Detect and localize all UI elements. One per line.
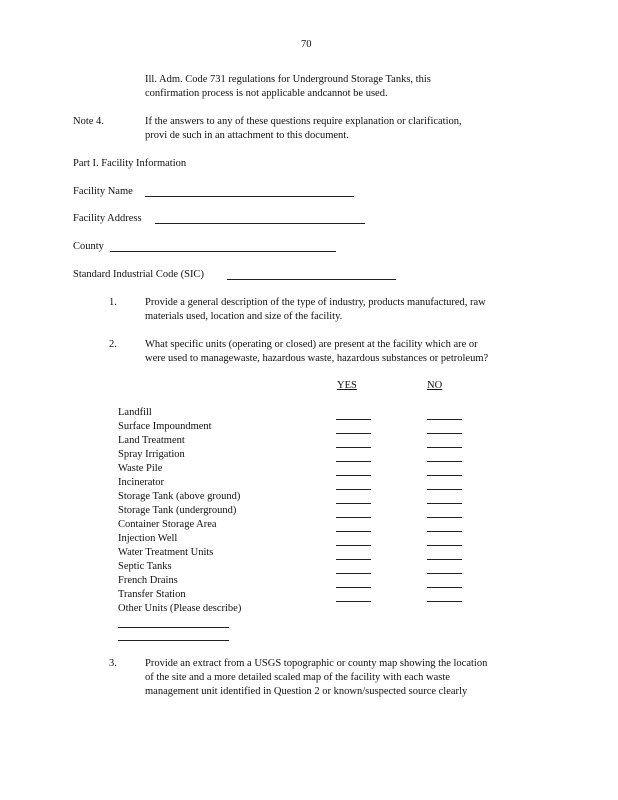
unit-label: Injection Well [118, 533, 178, 544]
yes-answer-blank[interactable] [336, 601, 371, 602]
yes-answer-blank[interactable] [336, 419, 371, 420]
no-column-header: NO [427, 380, 443, 391]
county-field[interactable] [110, 251, 336, 252]
question-2-line-1: What specific units (operating or closed) are present at the facility which are or [145, 339, 478, 350]
page-number: 70 [301, 39, 312, 50]
intro-line-1: Ill. Adm. Code 731 regulations for Underground Storage Tanks, this [145, 74, 431, 85]
unit-label: Septic Tanks [118, 561, 172, 572]
no-answer-blank[interactable] [427, 419, 462, 420]
unit-label: French Drains [118, 575, 178, 586]
unit-label: Land Treatment [118, 435, 185, 446]
unit-label: Container Storage Area [118, 519, 217, 530]
question-3-line-3: management unit identified in Question 2 or known/suspected source clearly [145, 686, 468, 697]
question-2-line-2: were used to managewaste, hazardous waste, hazardous substances or petroleum? [145, 353, 489, 364]
no-answer-blank[interactable] [427, 489, 462, 490]
unit-label: Surface Impoundment [118, 421, 212, 432]
facility-address-field[interactable] [155, 223, 365, 224]
yes-answer-blank[interactable] [336, 461, 371, 462]
no-answer-blank[interactable] [427, 559, 462, 560]
no-answer-blank[interactable] [427, 461, 462, 462]
sic-field[interactable] [227, 279, 396, 280]
question-2-number: 2. [109, 339, 117, 350]
unit-label: Transfer Station [118, 589, 186, 600]
no-answer-blank[interactable] [427, 433, 462, 434]
sic-label: Standard Industrial Code (SIC) [73, 269, 204, 280]
question-1-line-1: Provide a general description of the type of industry, products manufactured, raw [145, 297, 486, 308]
yes-answer-blank[interactable] [336, 517, 371, 518]
note-4-line-2: provi de such in an attachment to this document. [145, 130, 349, 141]
part-1-title: Part I. Facility Information [73, 158, 187, 169]
no-answer-blank[interactable] [427, 475, 462, 476]
yes-answer-blank[interactable] [336, 447, 371, 448]
unit-label: Landfill [118, 407, 152, 418]
county-label: County [73, 241, 104, 252]
unit-label: Other Units (Please describe) [118, 603, 242, 614]
yes-answer-blank[interactable] [336, 489, 371, 490]
note-4-line-1: If the answers to any of these questions require explanation or clarification, [145, 116, 462, 127]
yes-answer-blank[interactable] [336, 475, 371, 476]
yes-column-header: YES [337, 380, 357, 391]
yes-answer-blank[interactable] [336, 573, 371, 574]
no-answer-blank[interactable] [427, 545, 462, 546]
yes-answer-blank[interactable] [336, 531, 371, 532]
question-1-number: 1. [109, 297, 117, 308]
question-3-line-1: Provide an extract from a USGS topographic or county map showing the location [145, 658, 488, 669]
yes-answer-blank[interactable] [336, 587, 371, 588]
yes-answer-blank[interactable] [336, 503, 371, 504]
no-answer-blank[interactable] [427, 447, 462, 448]
facility-name-field[interactable] [145, 196, 354, 197]
unit-label: Water Treatment Units [118, 547, 214, 558]
no-answer-blank[interactable] [427, 503, 462, 504]
unit-label: Incinerator [118, 477, 165, 488]
note-4-label: Note 4. [73, 116, 104, 127]
yes-answer-blank[interactable] [336, 559, 371, 560]
no-answer-blank[interactable] [427, 601, 462, 602]
yes-answer-blank[interactable] [336, 433, 371, 434]
other-units-describe-field[interactable] [118, 627, 229, 628]
other-units-describe-field[interactable] [118, 640, 229, 641]
question-3-number: 3. [109, 658, 117, 669]
unit-label: Spray Irrigation [118, 449, 185, 460]
no-answer-blank[interactable] [427, 531, 462, 532]
intro-line-2: confirmation process is not applicable andcannot be used. [145, 88, 388, 99]
unit-label: Storage Tank (above ground) [118, 491, 241, 502]
question-1-line-2: materials used, location and size of the facility. [145, 311, 343, 322]
facility-address-label: Facility Address [73, 213, 142, 224]
no-answer-blank[interactable] [427, 573, 462, 574]
question-3-line-2: of the site and a more detailed scaled map of the facility with each waste [145, 672, 450, 683]
facility-name-label: Facility Name [73, 186, 133, 197]
unit-label: Storage Tank (underground) [118, 505, 237, 516]
unit-label: Waste Pile [118, 463, 163, 474]
no-answer-blank[interactable] [427, 587, 462, 588]
no-answer-blank[interactable] [427, 517, 462, 518]
yes-answer-blank[interactable] [336, 545, 371, 546]
